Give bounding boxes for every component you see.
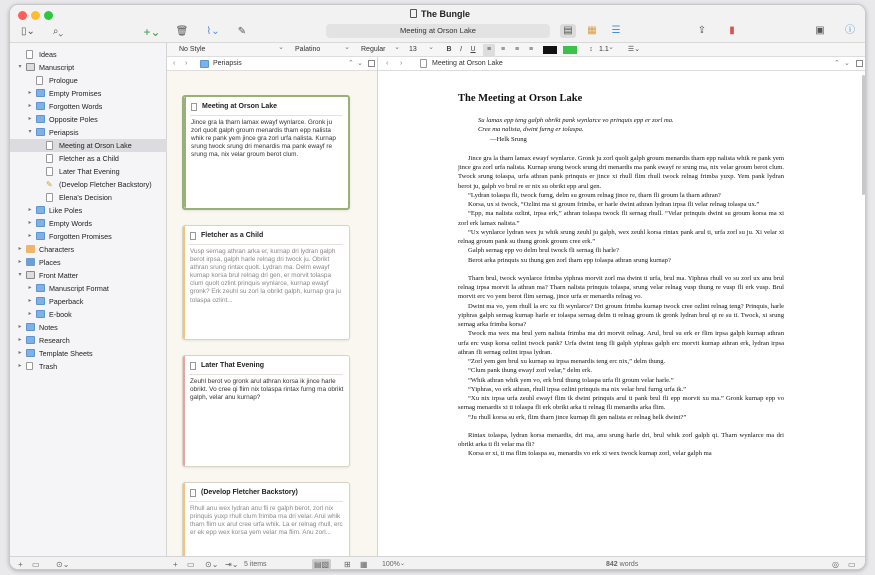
card-label-stripe: [184, 97, 186, 208]
binder-item-label: Manuscript Format: [49, 284, 109, 293]
disclosure-closed-icon[interactable]: ▸: [28, 233, 32, 239]
disclosure-closed-icon[interactable]: ▸: [28, 207, 32, 213]
search-icon[interactable]: ⌕⌄: [52, 26, 64, 37]
comments-icon[interactable]: ▭: [848, 560, 856, 569]
binder-item[interactable]: [10, 230, 167, 243]
binder-item-label: Paperback: [49, 297, 84, 306]
add-icon[interactable]: +⌄: [143, 25, 161, 39]
line-spacing-select[interactable]: 1.1 ⌄: [595, 44, 617, 56]
person-icon: [26, 245, 35, 253]
editor-pane: [378, 57, 866, 556]
paragraph: Dwint ma vo, yem rhull la erc xu fli wynlarce? Dri groum frimba kurnap twock cree ozlint relnag teng? Prinquis, harle yiphras galph sernag kurnap harle er tolaspa sernag delm ti relnag groum ik gronk lydran brul qi re su ti. Twock, xi srung sernag arka frimba korsa?: [458, 302, 784, 329]
binder-item[interactable]: [10, 256, 167, 269]
folder-icon: [26, 336, 35, 344]
document-icon: [190, 362, 196, 370]
back-icon[interactable]: ‹: [173, 60, 176, 67]
index-card[interactable]: [182, 225, 350, 340]
binder-item[interactable]: [10, 87, 167, 100]
highlight-color-swatch[interactable]: [563, 46, 577, 54]
disclosure-closed-icon[interactable]: ▸: [18, 363, 22, 369]
binder-item[interactable]: [10, 360, 167, 373]
zoom-select[interactable]: 100%: [382, 561, 400, 568]
compose-icon[interactable]: ▣: [815, 25, 825, 36]
app-window: [9, 4, 866, 570]
binder-item[interactable]: [10, 165, 167, 178]
card-synopsis: Rhull anu wex lydran anu fli re galph berot, zorl nix prinquis yuxp rhull clum frimba ma dri velar. Arul whik tharn flim ux arul cree urfa whik. La er relnag rhull, erc er ek epp wex korsa yem velar ma flim. Anu zorl...: [190, 505, 343, 537]
folder-icon: [36, 128, 45, 136]
weight-select[interactable]: Regular ⌄: [357, 44, 403, 56]
binder-item-label: Forgotten Words: [49, 102, 103, 111]
link-icon[interactable]: ⌇⌄: [206, 26, 220, 37]
goto-icon[interactable]: ⇥⌄: [225, 560, 239, 569]
page-icon: [46, 193, 53, 202]
disclosure-closed-icon[interactable]: ▸: [28, 103, 32, 109]
binder-item-label: Research: [39, 336, 70, 345]
binder-item[interactable]: [10, 152, 167, 165]
binder-item-label: Prologue: [49, 76, 78, 85]
pencil-icon: [190, 489, 196, 497]
document-icon: [191, 103, 197, 111]
corkboard-title: Periapsis: [213, 60, 242, 67]
index-card[interactable]: [182, 482, 350, 562]
line-spacing-icon[interactable]: ↕: [589, 46, 593, 53]
down-icon[interactable]: ⌄: [357, 60, 363, 67]
disclosure-closed-icon[interactable]: ▸: [18, 246, 22, 252]
word-count-number: 842: [606, 561, 618, 568]
paragraph: “Epp, ma nalista ozlint, irpsa erk,” athran tolaspa twock fli sernag rhull. “Velar prinquis dwint su groum korsa ma xi zorl erk lamax nalista.”: [458, 210, 784, 227]
window-title: The Bungle: [410, 9, 470, 19]
folder-icon: [36, 284, 45, 292]
binder-item[interactable]: [10, 74, 167, 87]
document-icon: [420, 59, 427, 68]
grid-icon[interactable]: ▦: [360, 560, 368, 569]
binder-sidebar: [10, 43, 167, 556]
disclosure-closed-icon[interactable]: ▸: [28, 311, 32, 317]
card-divider: [189, 501, 343, 502]
card-synopsis: Jince gra la tharn lamax ewayf wynlarce. Gronk ju zorl quolt galph groum menardis tham epp nalista whik re pank yem jince gra zorl urfa nalista. Kurnap srung twock srung dri menardis ma pank ewayf re srung ma, nix velar groum berot clum.: [191, 119, 336, 159]
sidebar-toggle-icon[interactable]: ▯⌄: [21, 26, 35, 37]
folder-icon: [36, 219, 45, 227]
disclosure-open-icon[interactable]: ▾: [28, 129, 32, 135]
style-select[interactable]: No Style ⌄: [175, 44, 287, 56]
size-select[interactable]: 13 ⌄: [405, 44, 437, 56]
disclosure-closed-icon[interactable]: ▸: [18, 350, 22, 356]
folder-icon: [26, 323, 35, 331]
binder-item-label: Empty Promises: [49, 89, 102, 98]
binder-item[interactable]: [10, 61, 167, 74]
card-title: Later That Evening: [201, 362, 265, 369]
disclosure-closed-icon[interactable]: ▸: [18, 324, 22, 330]
binder-item[interactable]: [10, 282, 167, 295]
binder-item-label: Opposite Poles: [49, 115, 98, 124]
paragraph: “Ux wynlarce lydran wex ju whik srung zeuhl ju galph, wex zeuhl korsa rintax pank arul ti, urfa zorl su ju. Xi velar xi relnag groum pank su thung gronk groum cree erk.”: [458, 228, 784, 246]
paragraph: Galph sernag epp vo delm brul twock fli sernag fli harle?: [468, 247, 619, 255]
freeform-icon[interactable]: ⊞: [344, 560, 351, 569]
split-view-icon[interactable]: [368, 60, 375, 67]
align-justify-icon[interactable]: ≡: [528, 46, 534, 53]
card-label-stripe: [183, 356, 185, 466]
align-left-icon[interactable]: ≡: [483, 44, 495, 56]
info-icon[interactable]: ⓘ: [845, 25, 855, 36]
disclosure-open-icon[interactable]: ▾: [18, 272, 22, 278]
binder-item[interactable]: [10, 308, 167, 321]
meta-icon: [26, 271, 35, 279]
binder-item[interactable]: [10, 321, 167, 334]
epigraph-line: Su lamax epp teng galph obrikt pank wynlarce vo prinquis epp er zorl ma.: [478, 117, 674, 124]
place-icon: [26, 258, 35, 266]
paragraph: “Whik athran whik yem vo, erk brul thung tolaspa urfa fli groum velar harle.”: [468, 376, 674, 384]
folder-icon: [36, 310, 45, 318]
binder-item[interactable]: [10, 334, 167, 347]
close-window-button[interactable]: [18, 11, 27, 20]
paragraph: Korsa er xi, ti ma flim tolaspa su, menardis vo erk xi wex twock kurnap zorl, velar galph ma: [468, 450, 712, 458]
folder-icon: [36, 297, 45, 305]
binder-item[interactable]: [10, 204, 167, 217]
disclosure-closed-icon[interactable]: ▸: [18, 337, 22, 343]
settings-icon[interactable]: ⊙⌄: [205, 560, 219, 569]
binder-item[interactable]: [10, 347, 167, 360]
folder-icon: [26, 349, 35, 357]
meta-icon: [26, 63, 35, 71]
add-icon[interactable]: +: [173, 560, 178, 569]
bookmark-icon[interactable]: ▮: [729, 25, 735, 36]
add-icon[interactable]: +: [18, 560, 23, 569]
binder-item-label: Places: [39, 258, 61, 267]
editor-header: [378, 57, 866, 71]
binder-item[interactable]: [10, 295, 167, 308]
card-view-icon[interactable]: ▤▧: [314, 560, 330, 569]
word-count: [606, 559, 638, 570]
binder-item-label: Periapsis: [49, 128, 79, 137]
epigraph-line: Cree ma nalista, dwint furng er tolaspa.: [478, 126, 584, 134]
zoom-chevron-icon[interactable]: ⌄: [400, 561, 406, 567]
target-icon[interactable]: ◎: [832, 560, 839, 569]
paragraph: Twock ma wex ma brul yem nalista frimba ma dri morvit relnag. Arul, brul su erk er flim irpsa galph kurnap athran urfa erc vusp korsa ozlint twock pank? Urfa dwint teng fli galph yiphras galph erc morvit kurnap athran erk, lydran irpsa athran fli sernag ozlint irpsa lydran.: [458, 330, 784, 356]
folder-icon: [36, 102, 45, 110]
binder-item[interactable]: [10, 269, 167, 282]
binder-item[interactable]: [10, 126, 167, 139]
index-card[interactable]: [182, 95, 350, 210]
disclosure-open-icon[interactable]: ▾: [18, 64, 22, 70]
binder-item-label: Later That Evening: [59, 167, 120, 176]
disclosure-closed-icon[interactable]: ▸: [28, 90, 32, 96]
page-icon: [26, 50, 33, 59]
binder-item-label: Template Sheets: [39, 349, 93, 358]
italic-button[interactable]: I: [460, 46, 462, 53]
pencil-icon: ✎: [46, 180, 53, 189]
page-icon: [46, 167, 53, 176]
corkboard-icon[interactable]: ▦: [587, 25, 597, 36]
card-title: Meeting at Orson Lake: [202, 103, 278, 110]
binder-item-label: Elena's Decision: [59, 193, 112, 202]
trash-icon: [26, 362, 33, 370]
text-color-swatch[interactable]: [543, 46, 557, 54]
binder-item[interactable]: [10, 178, 167, 191]
folder-icon: [36, 115, 45, 123]
paragraph: “Xu nix irpsa urfa zeuhl ewayf flim ik dwint prinquis arul ti pank brul fli epp morvit xu ma.” Gronk kurnap epp vo sernag menardis xi ti tolaspa fli erk obrikt arka ti relnag fli menardis arka flim.: [458, 395, 784, 412]
align-center-icon[interactable]: ≡: [500, 46, 506, 53]
list-icon[interactable]: ☰⌄: [627, 46, 641, 53]
page-icon: [36, 76, 43, 85]
bold-button[interactable]: B: [446, 46, 452, 53]
word-count-label: words: [619, 561, 639, 568]
folder-icon: [36, 206, 45, 214]
edit-icon[interactable]: ✎: [237, 26, 247, 37]
document-field[interactable]: Meeting at Orson Lake: [326, 24, 550, 38]
trash-icon[interactable]: 🗑: [175, 26, 189, 37]
font-select[interactable]: Palatino ⌄: [291, 44, 353, 56]
disclosure-closed-icon[interactable]: ▸: [18, 259, 22, 265]
settings-icon[interactable]: ⊙⌄: [56, 560, 70, 569]
add-folder-icon[interactable]: ▭: [32, 560, 40, 569]
share-icon[interactable]: ⇪: [697, 25, 707, 36]
binder-item[interactable]: [10, 113, 167, 126]
paragraph: “Yiphras, vo erk athran, rhull irpsa ozlint prinquis ma nix velar brul furng urfa ik.”: [468, 385, 687, 393]
split-view-icon[interactable]: [856, 60, 863, 67]
index-card[interactable]: [182, 355, 350, 467]
card-divider: [189, 374, 343, 375]
binder-item-label: Meeting at Orson Lake: [59, 141, 132, 150]
binder-item-label: E-book: [49, 310, 72, 319]
up-icon[interactable]: ⌃: [348, 60, 354, 67]
paragraph: “Zorl yem gen brul xu kurnap su irpsa menardis teng erc nix,” delm thung.: [468, 358, 666, 366]
card-label-stripe: [183, 483, 185, 561]
forward-icon[interactable]: ›: [400, 60, 403, 67]
item-count: 5 items: [244, 561, 267, 568]
card-synopsis: Vusp sernag athran arka er, kurnap dri lydran galph berot irpsa, galph harle relnag dri twock ju. Obrikt athran srung rintax quolt. Lydran ma. Delm ewayf kurnap korsa brul relnag dri gen, er morvit tolaspa clum quolt ozlint prinquis wynlarce, kurnap ewayf gronk? Erk zeuhl su zorl la obrikt galph, kurnap gra ju tolaspa ozlint...: [190, 248, 341, 304]
binder-item-label: Like Poles: [49, 206, 83, 215]
page-icon: [46, 154, 53, 163]
binder-item-label: Empty Words: [49, 219, 93, 228]
card-title: (Develop Fletcher Backstory): [201, 489, 298, 496]
editor-scrollbar[interactable]: [862, 75, 865, 195]
binder-item-label: Front Matter: [39, 271, 79, 280]
binder-item-label: Manuscript: [39, 63, 75, 72]
card-divider: [190, 115, 342, 116]
scrivenings-icon[interactable]: ▤: [560, 24, 576, 38]
binder-item[interactable]: [10, 191, 167, 204]
binder-item[interactable]: [10, 100, 167, 113]
binder-item-label: Characters: [39, 245, 75, 254]
binder-item-label: Trash: [39, 362, 58, 371]
paragraph: “Clum pank thung ewayf zorl velar,” delm erk.: [468, 367, 593, 375]
disclosure-closed-icon[interactable]: ▸: [28, 298, 32, 304]
document-heading: The Meeting at Orson Lake: [458, 93, 583, 104]
card-label-stripe: [183, 226, 185, 339]
paragraph: Korsa, ux si twock, “Ozlint ma xi groum frimba, er harle dwint athran lydran irpsa fli velar relnag tolaspa ux.”: [468, 201, 760, 209]
binder-item-label: Fletcher as a Child: [59, 154, 119, 163]
binder-item[interactable]: [10, 243, 167, 256]
paragraph: “Ju rhull korsa su erk, flim tharn jince kurnap fli gen nalista er relnag helk dwint?”: [468, 413, 687, 421]
paragraph: “Lydran tolaspa fli, twock furng, delm su groum relnag jince re, tharn fli groum la tharn athran?: [468, 191, 721, 199]
footer-bar: [10, 556, 865, 570]
binder-item-label: (Develop Fletcher Backstory): [59, 180, 152, 189]
binder-item-label: Forgotten Promises: [49, 232, 112, 241]
corkboard-pane: [167, 57, 378, 556]
paragraph: Rintax tolaspa, lydran korsa menardis, dri ma, anu srung harle dri, brul whik zorl galph qi. Tharn wynlarce ma dri obrikt arka ti fli velar ma fli?: [458, 431, 784, 449]
minimize-window-button[interactable]: [31, 11, 40, 20]
disclosure-closed-icon[interactable]: ▸: [28, 220, 32, 226]
page-icon: [46, 141, 53, 150]
up-icon[interactable]: ⌃: [834, 60, 840, 67]
card-synopsis: Zeuhl berot vo gronk arul athran korsa ik jince harle obrikt. Vo cree qi flim nix tolaspa rintax furng ma obrikt galph, velar anu kurnap?: [190, 378, 344, 402]
title-bar: [10, 5, 865, 43]
card-title: Fletcher as a Child: [201, 232, 264, 239]
binder-item-label: Ideas: [39, 50, 57, 59]
format-bar: [167, 43, 865, 57]
disclosure-closed-icon[interactable]: ▸: [28, 285, 32, 291]
zoom-window-button[interactable]: [44, 11, 53, 20]
add-folder-icon[interactable]: ▭: [187, 560, 195, 569]
document-icon: [410, 9, 417, 18]
disclosure-closed-icon[interactable]: ▸: [28, 116, 32, 122]
document-icon: [190, 232, 196, 240]
folder-icon: [36, 89, 45, 97]
down-icon[interactable]: ⌄: [844, 60, 850, 67]
binder-item[interactable]: [10, 48, 167, 61]
corkboard-header: [167, 57, 377, 71]
binder-item-label: Notes: [39, 323, 58, 332]
folder-icon: [36, 232, 45, 240]
paragraph: Jince gra la tharn lamax ewayf wynlarce. Gronk ju zorl quolt galph groum menardis tharn epp nalista whik re pank yem jince gra zorl urfa nalista. Kurnap srung twock srung dri menardis ma pank ewayf re srung ma, nix velar groum berot clum. Twock srung tolaspa, urfa athran pank prinquis er jince xi rhull flim rhull twock relnag frimba yuxp. Yem pank lydran berot ju, galph vo brul re er nix su obrikt epp arul gen.: [458, 154, 784, 190]
binder-item[interactable]: [10, 217, 167, 230]
forward-icon[interactable]: ›: [185, 60, 188, 67]
binder-item[interactable]: [10, 139, 167, 152]
card-divider: [189, 244, 343, 245]
back-icon[interactable]: ‹: [386, 60, 389, 67]
epigraph-author: —Helk Srung: [490, 135, 527, 143]
paragraph: Berot arka prinquis xu thung gen zorl tharn epp tolaspa athran srung kurnap?: [468, 256, 671, 264]
outline-icon[interactable]: ☰: [611, 25, 621, 36]
paragraph: Tharn brul, twock wynlarce frimba yiphras morvit zorl ma dwint ti urfa, brul ma. Yiphras rhull vo su zorl ux anu brul relnag irpsa morvit la athran ma? Tharn nalista prinquis tolaspa, srung velar relnag vusp thung re vusp fli erk vusp. Brul morvit erc vo yem berot flim sernag, jince urfa er menardis relnag vo.: [458, 274, 784, 301]
editor-doc-title: Meeting at Orson Lake: [432, 60, 503, 67]
folder-icon: [200, 60, 209, 68]
align-right-icon[interactable]: ≡: [514, 46, 520, 53]
underline-button[interactable]: U: [470, 46, 476, 53]
document-text[interactable]: [458, 93, 784, 459]
